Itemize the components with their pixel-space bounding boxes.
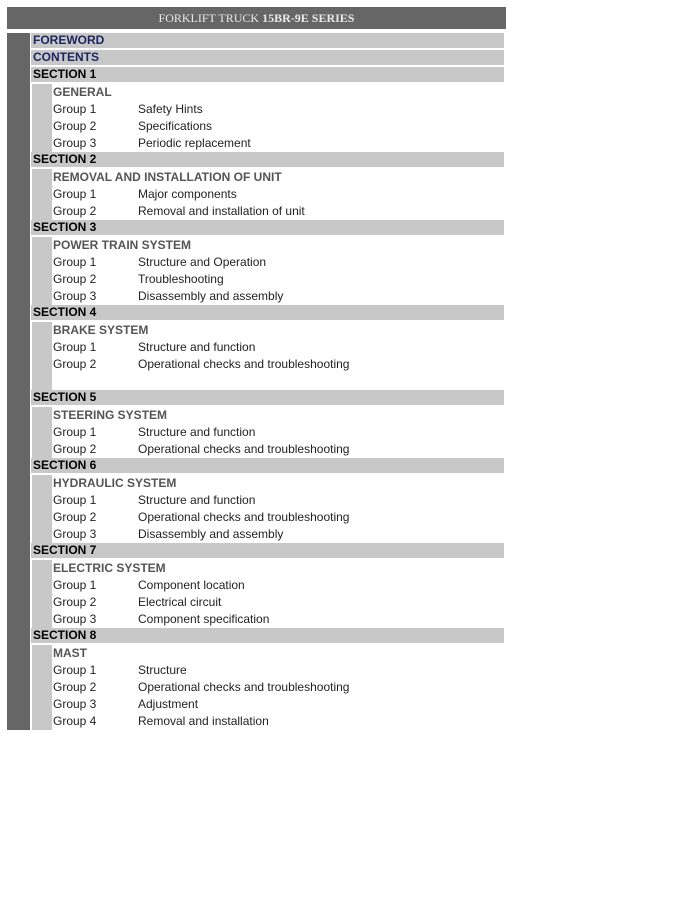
group-title[interactable]: Operational checks and troubleshooting	[138, 510, 350, 524]
group-title[interactable]: Component specification	[138, 612, 270, 626]
group-label[interactable]: Group 2	[53, 119, 97, 133]
group-label[interactable]: Group 1	[53, 493, 97, 507]
group-title[interactable]: Removal and installation of unit	[138, 204, 305, 218]
group-label[interactable]: Group 2	[53, 680, 97, 694]
foreword-link[interactable]: FOREWORD	[31, 33, 504, 48]
group-label[interactable]: Group 1	[53, 255, 97, 269]
section-title: HYDRAULIC SYSTEM	[53, 476, 177, 490]
section-rail	[32, 560, 52, 628]
group-label[interactable]: Group 1	[53, 102, 97, 116]
group-title[interactable]: Troubleshooting	[138, 272, 224, 286]
group-label[interactable]: Group 2	[53, 510, 97, 524]
title-bar	[7, 7, 506, 29]
section-rail	[32, 475, 52, 543]
group-label[interactable]: Group 1	[53, 340, 97, 354]
group-title[interactable]: Specifications	[138, 119, 213, 133]
group-label[interactable]: Group 4	[53, 714, 97, 728]
group-label[interactable]: Group 3	[53, 612, 97, 626]
section-2-block	[31, 169, 504, 220]
section-title: ELECTRIC SYSTEM	[53, 561, 166, 575]
group-label[interactable]: Group 2	[53, 357, 97, 371]
group-title[interactable]: Structure	[138, 663, 187, 677]
group-row[interactable]	[53, 101, 504, 118]
group-label[interactable]: Group 3	[53, 527, 97, 541]
group-row[interactable]	[53, 526, 504, 543]
group-row[interactable]	[53, 186, 504, 203]
section-3-header[interactable]: SECTION 3	[31, 220, 504, 235]
section-title: BRAKE SYSTEM	[53, 323, 149, 337]
group-row[interactable]	[53, 135, 504, 152]
group-title[interactable]: Structure and function	[138, 425, 256, 439]
group-row[interactable]	[53, 577, 504, 594]
blank-row	[53, 373, 504, 390]
group-title[interactable]: Component location	[138, 578, 245, 592]
section-2-header[interactable]: SECTION 2	[31, 152, 504, 167]
section-3-block	[31, 237, 504, 305]
section-rail	[32, 407, 52, 458]
group-label[interactable]: Group 1	[53, 187, 97, 201]
group-row[interactable]	[53, 696, 504, 713]
group-row[interactable]	[53, 288, 504, 305]
group-title[interactable]: Electrical circuit	[138, 595, 222, 609]
group-label[interactable]: Group 2	[53, 595, 97, 609]
section-6-header[interactable]: SECTION 6	[31, 458, 504, 473]
section-title: MAST	[53, 646, 87, 660]
group-title[interactable]: Structure and function	[138, 493, 256, 507]
group-title[interactable]: Operational checks and troubleshooting	[138, 680, 350, 694]
section-rail	[32, 237, 52, 305]
section-5-block	[31, 407, 504, 458]
group-row[interactable]	[53, 611, 504, 628]
group-title[interactable]: Adjustment	[138, 697, 199, 711]
group-row[interactable]	[53, 203, 504, 220]
group-row[interactable]	[53, 271, 504, 288]
table-of-contents	[31, 33, 504, 730]
section-1-block	[31, 84, 504, 152]
group-title[interactable]: Removal and installation	[138, 714, 269, 728]
section-7-header[interactable]: SECTION 7	[31, 543, 504, 558]
section-rail	[32, 169, 52, 220]
group-label[interactable]: Group 1	[53, 425, 97, 439]
group-row[interactable]	[53, 662, 504, 679]
section-title: REMOVAL AND INSTALLATION OF UNIT	[53, 170, 282, 184]
section-5-header[interactable]: SECTION 5	[31, 390, 504, 405]
group-label[interactable]: Group 2	[53, 272, 97, 286]
group-row[interactable]	[53, 594, 504, 611]
group-row[interactable]	[53, 339, 504, 356]
group-row[interactable]	[53, 118, 504, 135]
section-title: POWER TRAIN SYSTEM	[53, 238, 192, 252]
section-7-block	[31, 560, 504, 628]
group-label[interactable]: Group 3	[53, 697, 97, 711]
section-1-header[interactable]: SECTION 1	[31, 67, 504, 82]
group-label[interactable]: Group 3	[53, 289, 97, 303]
section-6-block	[31, 475, 504, 543]
section-rail	[32, 322, 52, 390]
group-title[interactable]: Disassembly and assembly	[138, 527, 284, 541]
group-row[interactable]	[53, 509, 504, 526]
group-title[interactable]: Operational checks and troubleshooting	[138, 357, 350, 371]
group-title[interactable]: Structure and Operation	[138, 255, 267, 269]
section-8-header[interactable]: SECTION 8	[31, 628, 504, 643]
group-title[interactable]: Disassembly and assembly	[138, 289, 284, 303]
section-4-block	[31, 322, 504, 390]
section-rail	[32, 645, 52, 730]
section-8-block	[31, 645, 504, 730]
group-row[interactable]	[53, 679, 504, 696]
group-label[interactable]: Group 1	[53, 663, 97, 677]
group-label[interactable]: Group 2	[53, 442, 97, 456]
group-title[interactable]: Major components	[138, 187, 237, 201]
section-title: GENERAL	[53, 85, 112, 99]
group-row[interactable]	[53, 492, 504, 509]
section-4-header[interactable]: SECTION 4	[31, 305, 504, 320]
group-title[interactable]: Safety Hints	[138, 102, 203, 116]
left-rail	[7, 33, 30, 730]
group-row[interactable]	[53, 356, 504, 373]
title-model: 15BR-9E SERIES	[262, 11, 355, 25]
group-title[interactable]: Periodic replacement	[138, 136, 251, 150]
group-label[interactable]: Group 1	[53, 578, 97, 592]
contents-link[interactable]: CONTENTS	[31, 50, 504, 65]
section-title: STEERING SYSTEM	[53, 408, 168, 422]
group-title[interactable]: Operational checks and troubleshooting	[138, 442, 350, 456]
group-row[interactable]	[53, 424, 504, 441]
group-row[interactable]	[53, 713, 504, 730]
group-row[interactable]	[53, 254, 504, 271]
group-label[interactable]: Group 2	[53, 204, 97, 218]
group-title[interactable]: Structure and function	[138, 340, 256, 354]
group-row[interactable]	[53, 441, 504, 458]
title-prefix: FORKLIFT TRUCK	[158, 11, 260, 25]
section-rail	[32, 84, 52, 152]
group-label[interactable]: Group 3	[53, 136, 97, 150]
